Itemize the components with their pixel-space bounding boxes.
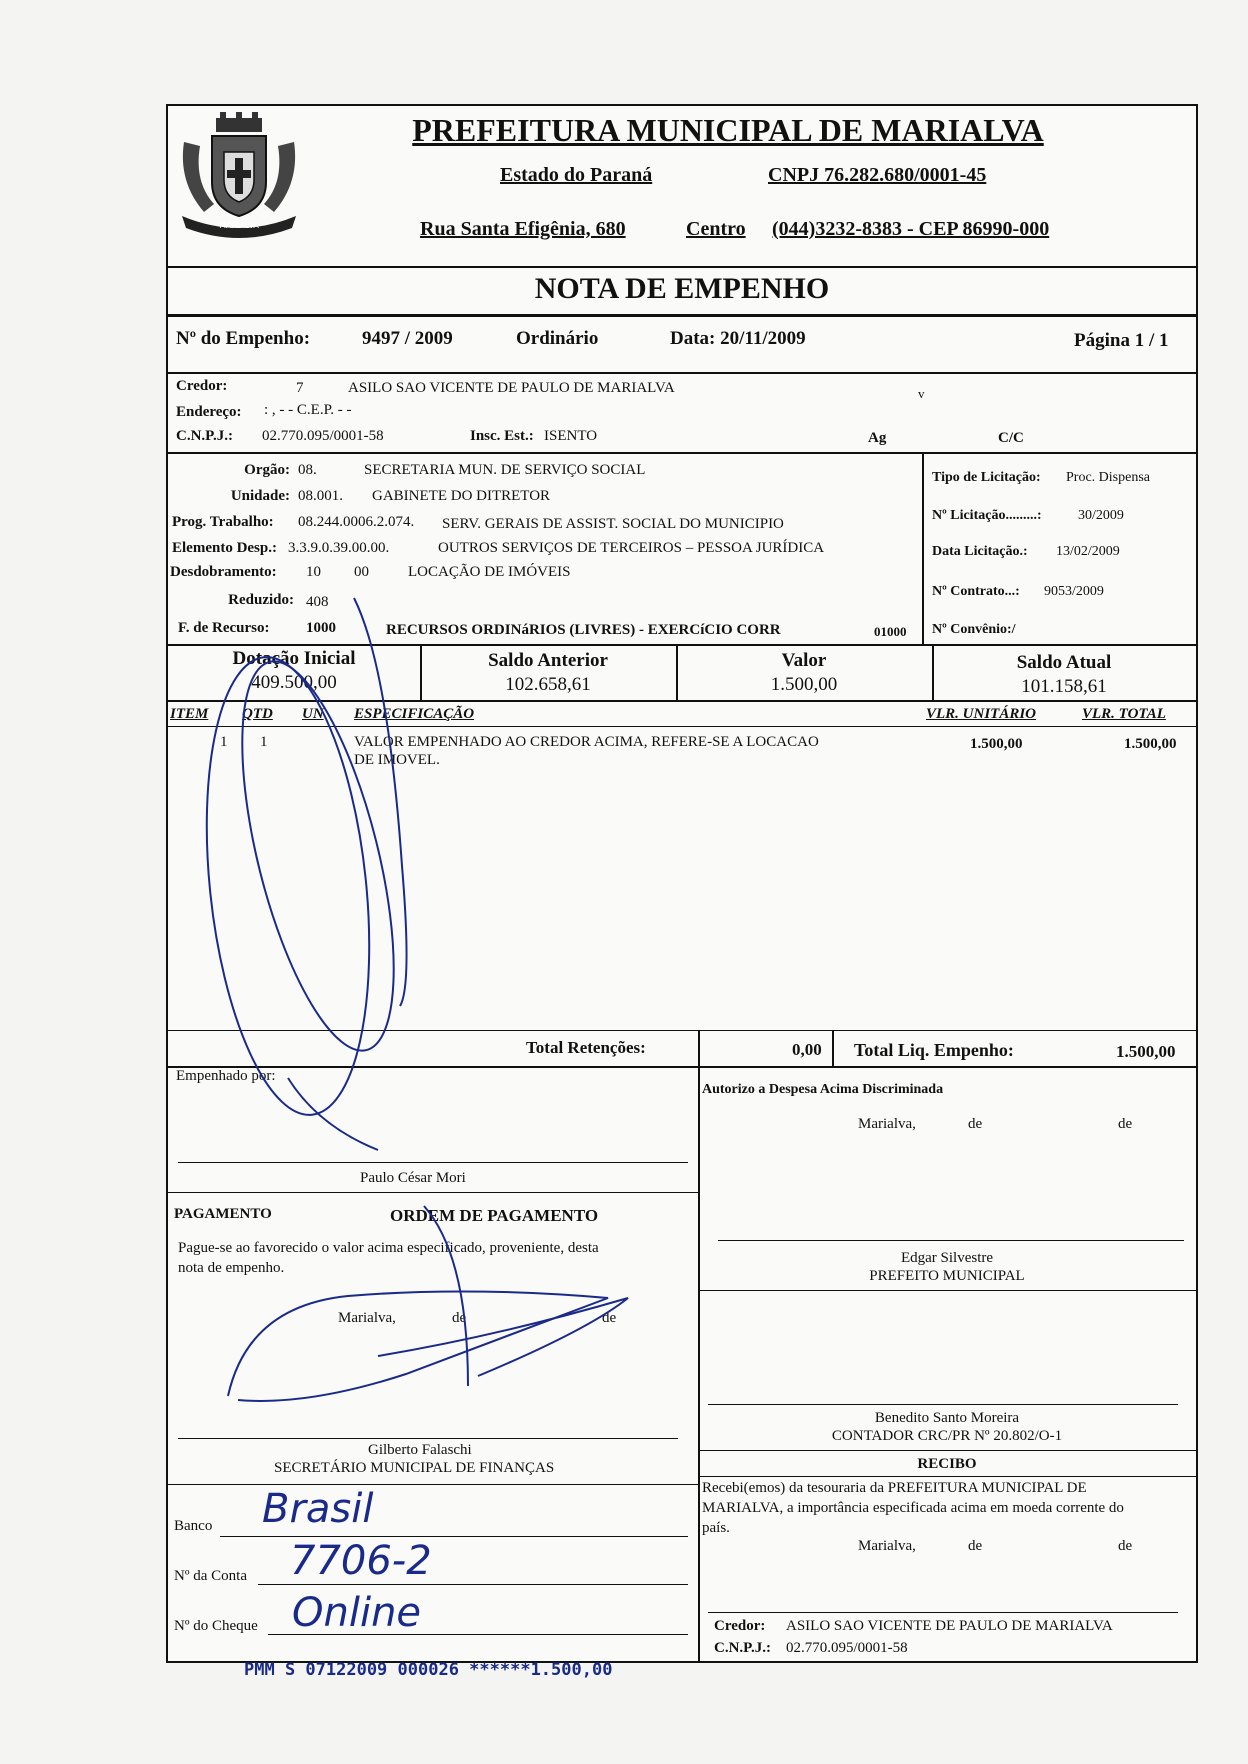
recibo-credor-label: Credor: <box>714 1618 766 1634</box>
secretario-signature-line <box>178 1438 678 1439</box>
address-value: : , - - C.E.P. - - <box>264 402 352 418</box>
dotacao-value: 409.500,00 <box>251 672 337 693</box>
recibo-text-line2: MARIALVA, a importância especificada acima em moeda corrente do <box>702 1500 1124 1516</box>
reduzido-value: 408 <box>306 594 329 610</box>
header-title: PREFEITURA MUNICIPAL DE MARIALVA <box>412 112 1044 148</box>
contrato-label: Nº Contrato...: <box>932 584 1020 599</box>
empenho-number-label: Nº do Empenho: <box>176 328 311 349</box>
pagamento-text-line1: Pague-se ao favorecido o valor acima especificado, proveniente, desta <box>178 1240 599 1256</box>
conta-handwritten: 7706-2 <box>290 1538 432 1584</box>
desdobramento-label: Desdobramento: <box>170 564 277 580</box>
total-liq-label: Total Liq. Empenho: <box>854 1040 1014 1060</box>
unidade-name: GABINETE DO DITRETOR <box>372 488 551 504</box>
contador-name: Benedito Santo Moreira <box>874 1410 1020 1426</box>
prog-trabalho-label: Prog. Trabalho: <box>172 514 274 530</box>
recibo-credor-value: ASILO SAO VICENTE DE PAULO DE MARIALVA <box>786 1618 1113 1634</box>
item-spec-line2: DE IMOVEL. <box>354 752 440 768</box>
item-total-value: 1.500,00 <box>1124 736 1177 752</box>
col-un: UN <box>302 706 324 722</box>
pagamento-de-2: de <box>602 1310 617 1326</box>
fonte-recurso-name: RECURSOS ORDINáRIOS (LIVRES) - EXERCíCIO CORR <box>386 622 781 638</box>
contrato-value: 9053/2009 <box>1044 584 1104 599</box>
contador-role: CONTADOR CRC/PR Nº 20.802/O-1 <box>831 1428 1063 1444</box>
header-street: Rua Santa Efigênia, 680 <box>420 218 626 240</box>
tipo-licitacao-label: Tipo de Licitação: <box>932 470 1041 485</box>
secretario-name: Gilberto Falaschi <box>368 1442 472 1458</box>
agencia-label: Ag <box>868 430 887 446</box>
saldo-anterior-label: Saldo Anterior <box>488 650 608 671</box>
col-qtd: QTD <box>242 706 273 722</box>
prefeito-name: Edgar Silvestre <box>900 1250 994 1266</box>
header-cnpj: CNPJ 76.282.680/0001-45 <box>768 164 987 186</box>
address-label: Endereço: <box>176 404 242 420</box>
unidade-code: 08.001. <box>298 488 343 504</box>
num-licitacao-value: 30/2009 <box>1078 508 1124 523</box>
recibo-de-2: de <box>1118 1538 1133 1554</box>
recibo-cnpj-label: C.N.P.J.: <box>714 1640 771 1656</box>
col-especificacao: ESPECIFICAÇÃO <box>354 706 475 722</box>
elemento-label: Elemento Desp.: <box>172 540 277 556</box>
header-state: Estado do Paraná <box>500 164 653 186</box>
prefeito-role: PREFEITO MUNICIPAL <box>869 1268 1025 1284</box>
item-qtd: 1 <box>260 734 268 750</box>
elemento-code: 3.3.9.0.39.00.00. <box>288 540 390 556</box>
fonte-recurso-label: F. de Recurso: <box>178 620 270 636</box>
desdobramento-b: 00 <box>354 564 369 580</box>
tipo-licitacao-value: Proc. Dispensa <box>1066 470 1150 485</box>
insc-est-label: Insc. Est.: <box>470 428 534 444</box>
item-spec-line1: VALOR EMPENHADO AO CREDOR ACIMA, REFERE-SE A LOCACAO <box>354 734 819 750</box>
saldo-atual-value: 101.158,61 <box>1021 676 1107 697</box>
credor-mark: v <box>918 386 925 401</box>
total-liq-value: 1.500,00 <box>1116 1042 1176 1061</box>
credor-name: ASILO SAO VICENTE DE PAULO DE MARIALVA <box>348 380 675 396</box>
banco-line <box>220 1536 688 1537</box>
total-retencoes-label: Total Retenções: <box>526 1038 646 1057</box>
autorizo-de-1: de <box>968 1116 983 1132</box>
page-number: Página 1 / 1 <box>1074 330 1169 351</box>
orgao-label: Orgão: <box>244 462 290 478</box>
ordem-pagamento-label: ORDEM DE PAGAMENTO <box>390 1206 599 1225</box>
cheque-label: Nº do Cheque <box>174 1618 258 1634</box>
desdobramento-name: LOCAÇÃO DE IMÓVEIS <box>408 564 571 580</box>
num-licitacao-label: Nº Licitação.........: <box>932 508 1042 523</box>
empenho-date: Data: 20/11/2009 <box>670 328 806 349</box>
data-licitacao-value: 13/02/2009 <box>1056 544 1120 559</box>
document-title: NOTA DE EMPENHO <box>534 272 830 305</box>
secretario-role: SECRETÁRIO MUNICIPAL DE FINANÇAS <box>274 1460 555 1476</box>
contador-signature-line <box>708 1404 1178 1405</box>
unidade-label: Unidade: <box>230 488 290 504</box>
recibo-text-line1: Recebi(emos) da tesouraria da PREFEITURA MUNICIPAL DE <box>702 1480 1087 1496</box>
autorizo-de-2: de <box>1118 1116 1133 1132</box>
credor-label: Credor: <box>176 378 228 394</box>
fonte-recurso-num: 01000 <box>874 624 907 639</box>
recibo-marialva: Marialva, <box>858 1538 916 1554</box>
conta-line <box>258 1584 688 1585</box>
col-item: ITEM <box>170 706 209 722</box>
reduzido-label: Reduzido: <box>228 592 294 608</box>
banco-handwritten: Brasil <box>262 1486 374 1532</box>
banco-label: Banco <box>174 1518 213 1534</box>
pagamento-marialva: Marialva, <box>338 1310 396 1326</box>
convenio-label: Nº Convênio:/ <box>932 622 1016 637</box>
desdobramento-a: 10 <box>306 564 321 580</box>
recibo-title: RECIBO <box>917 1456 977 1472</box>
recibo-cnpj-value: 02.770.095/0001-58 <box>786 1640 908 1656</box>
credor-code: 7 <box>296 380 304 396</box>
conta-corrente-label: C/C <box>998 430 1024 446</box>
pagamento-de-1: de <box>452 1310 467 1326</box>
credor-cnpj-label: C.N.P.J.: <box>176 428 233 444</box>
recibo-text-line3: país. <box>702 1520 730 1536</box>
data-licitacao-label: Data Licitação.: <box>932 544 1028 559</box>
header-district: Centro <box>686 218 746 240</box>
svg-text:MARIALVA: MARIALVA <box>219 221 259 230</box>
item-unit-value: 1.500,00 <box>970 736 1023 752</box>
pagamento-label: PAGAMENTO <box>174 1206 272 1222</box>
cheque-handwritten: Online <box>292 1590 422 1636</box>
footer-stamp: PMM S 07122009 000026 ******1.500,00 <box>244 1660 613 1680</box>
insc-est-value: ISENTO <box>544 428 598 444</box>
elemento-name: OUTROS SERVIÇOS DE TERCEIROS – PESSOA JURÍDICA <box>438 540 825 556</box>
prefeito-signature-line <box>718 1240 1184 1241</box>
empenhado-name: Paulo César Mori <box>360 1170 466 1186</box>
pagamento-text-line2: nota de empenho. <box>178 1260 285 1276</box>
saldo-anterior-value: 102.658,61 <box>505 674 591 695</box>
saldo-atual-label: Saldo Atual <box>1016 652 1112 673</box>
dotacao-label: Dotação Inicial <box>232 648 356 669</box>
empenhado-por-label: Empenhado por: <box>176 1068 276 1084</box>
recibo-de-1: de <box>968 1538 983 1554</box>
valor-label: Valor <box>781 650 827 671</box>
item-number: 1 <box>220 734 228 750</box>
empenhado-signature-line <box>178 1162 688 1163</box>
autorizo-marialva: Marialva, <box>858 1116 916 1132</box>
header-phone-cep: (044)3232-8383 - CEP 86990-000 <box>772 218 1050 240</box>
prog-trabalho-code: 08.244.0006.2.074. <box>298 514 415 530</box>
total-retencoes-value: 0,00 <box>792 1040 822 1059</box>
autorizo-label: Autorizo a Despesa Acima Discriminada <box>702 1082 944 1097</box>
prog-trabalho-name: SERV. GERAIS DE ASSIST. SOCIAL DO MUNICIPIO <box>442 516 784 532</box>
recibo-signature-line <box>708 1612 1178 1613</box>
fonte-recurso-code: 1000 <box>306 620 336 636</box>
empenho-number: 9497 / 2009 <box>362 328 453 349</box>
valor-value: 1.500,00 <box>770 674 838 695</box>
orgao-code: 08. <box>298 462 317 478</box>
nota-de-empenho-form <box>166 104 1198 1663</box>
orgao-name: SECRETARIA MUN. DE SERVIÇO SOCIAL <box>364 462 646 478</box>
col-vlr-total: VLR. TOTAL <box>1082 706 1166 722</box>
empenho-type: Ordinário <box>516 328 599 349</box>
conta-label: Nº da Conta <box>174 1568 247 1584</box>
col-vlr-unitario: VLR. UNITÁRIO <box>926 706 1037 722</box>
coat-of-arms-icon <box>174 112 304 240</box>
credor-cnpj: 02.770.095/0001-58 <box>262 428 384 444</box>
